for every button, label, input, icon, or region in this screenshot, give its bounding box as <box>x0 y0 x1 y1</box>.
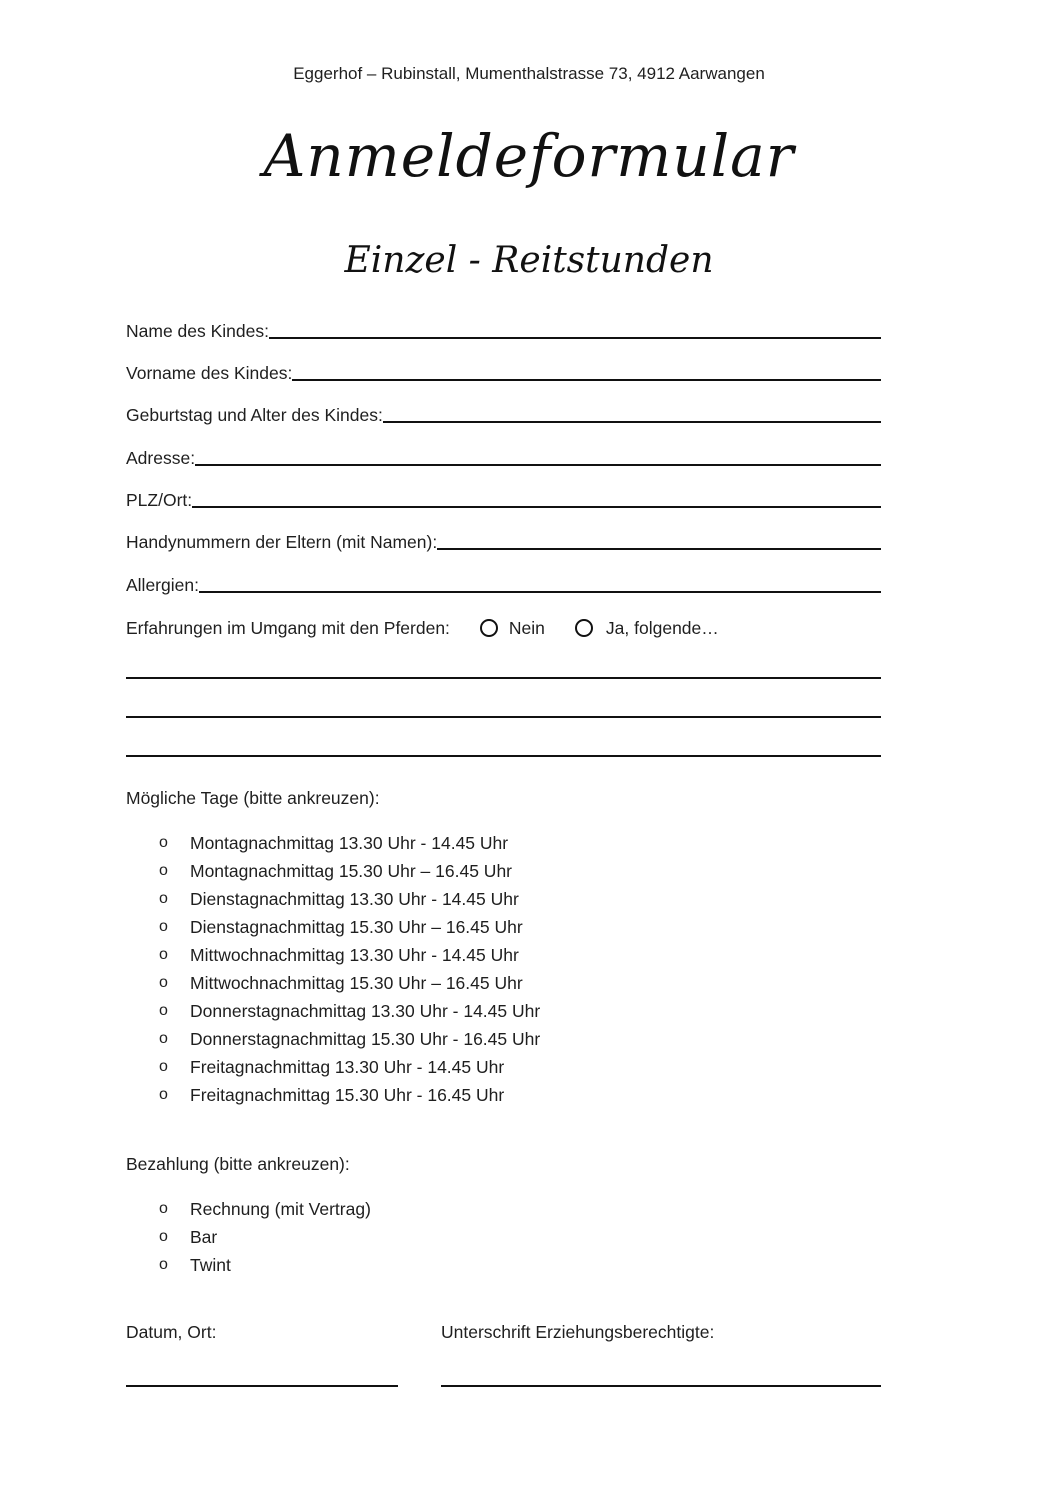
date-place-label: Datum, Ort: <box>126 1322 217 1342</box>
checkbox-bullet[interactable]: o <box>159 1256 168 1273</box>
payment-option-label: Bar <box>190 1226 218 1247</box>
day-option[interactable] <box>126 1025 540 1053</box>
day-option[interactable] <box>126 1053 540 1081</box>
allergies-field[interactable] <box>126 570 881 596</box>
checkbox-bullet[interactable]: o <box>159 890 168 907</box>
fill-line[interactable] <box>199 573 881 593</box>
day-option-label: Dienstagnachmittag 15.30 Uhr – 16.45 Uhr <box>190 916 523 937</box>
checkbox-bullet[interactable]: o <box>159 1228 168 1245</box>
fill-line[interactable] <box>437 530 881 550</box>
field-label: Name des Kindes: <box>126 321 269 341</box>
day-option-label: Freitagnachmittag 15.30 Uhr - 16.45 Uhr <box>190 1084 505 1105</box>
experience-line-1[interactable] <box>126 677 881 679</box>
signature-line[interactable] <box>441 1385 881 1387</box>
experience-row <box>126 614 881 642</box>
day-option[interactable] <box>126 829 540 857</box>
fill-line[interactable] <box>192 488 881 508</box>
days-list <box>126 829 540 1109</box>
checkbox-bullet[interactable]: o <box>159 1058 168 1075</box>
day-option[interactable] <box>126 857 540 885</box>
checkbox-bullet[interactable]: o <box>159 1030 168 1047</box>
signature-label: Unterschrift Erziehungsberechtigte: <box>441 1322 715 1342</box>
fill-line[interactable] <box>383 403 881 423</box>
zip-city-field[interactable] <box>126 485 881 511</box>
field-label: Vorname des Kindes: <box>126 363 293 383</box>
day-option-label: Montagnachmittag 13.30 Uhr - 14.45 Uhr <box>190 832 509 853</box>
fill-line[interactable] <box>195 446 881 466</box>
parent-phone-field[interactable] <box>126 527 881 553</box>
day-option-label: Donnerstagnachmittag 13.30 Uhr - 14.45 Uhr <box>190 1000 541 1021</box>
days-heading: Mögliche Tage (bitte ankreuzen): <box>126 788 380 808</box>
day-option-label: Dienstagnachmittag 13.30 Uhr - 14.45 Uhr <box>190 888 519 909</box>
experience-line-2[interactable] <box>126 716 881 718</box>
radio-yes-label: Ja, folgende… <box>605 617 719 638</box>
day-option-label: Montagnachmittag 15.30 Uhr – 16.45 Uhr <box>190 860 512 881</box>
form-subtitle: Einzel - Reitstunden <box>344 240 714 281</box>
experience-line-3[interactable] <box>126 755 881 757</box>
radio-no-label: Nein <box>508 617 545 638</box>
checkbox-bullet[interactable]: o <box>159 1200 168 1217</box>
payment-option[interactable] <box>126 1251 371 1279</box>
checkbox-bullet[interactable]: o <box>159 974 168 991</box>
checkbox-bullet[interactable]: o <box>159 946 168 963</box>
form-title: Anmeldeformular <box>263 122 795 190</box>
date-place-line[interactable] <box>126 1385 398 1387</box>
checkbox-bullet[interactable]: o <box>159 1086 168 1103</box>
child-firstname-field[interactable] <box>126 358 881 384</box>
day-option[interactable] <box>126 1081 540 1109</box>
payment-heading: Bezahlung (bitte ankreuzen): <box>126 1154 350 1174</box>
day-option-label: Mittwochnachmittag 15.30 Uhr – 16.45 Uhr <box>190 972 523 993</box>
fill-line[interactable] <box>269 319 881 339</box>
address-header: Eggerhof – Rubinstall, Mumenthalstrasse 73, 4912 Aarwangen <box>293 64 765 83</box>
day-option[interactable] <box>126 913 540 941</box>
day-option[interactable] <box>126 941 540 969</box>
field-label: Geburtstag und Alter des Kindes: <box>126 405 383 425</box>
day-option[interactable] <box>126 885 540 913</box>
payment-option[interactable] <box>126 1195 371 1223</box>
checkbox-bullet[interactable]: o <box>159 1002 168 1019</box>
payment-option-label: Rechnung (mit Vertrag) <box>190 1198 371 1219</box>
day-option[interactable] <box>126 997 540 1025</box>
field-label: Allergien: <box>126 575 199 595</box>
payment-option-label: Twint <box>190 1254 231 1275</box>
payment-list <box>126 1195 371 1279</box>
day-option-label: Freitagnachmittag 13.30 Uhr - 14.45 Uhr <box>190 1056 505 1077</box>
child-lastname-field[interactable] <box>126 316 881 342</box>
checkbox-bullet[interactable]: o <box>159 862 168 879</box>
field-label: PLZ/Ort: <box>126 490 193 510</box>
address-field[interactable] <box>126 443 881 469</box>
day-option-label: Mittwochnachmittag 13.30 Uhr - 14.45 Uhr <box>190 944 519 965</box>
checkbox-bullet[interactable]: o <box>159 918 168 935</box>
birthday-age-field[interactable] <box>126 400 881 426</box>
payment-option[interactable] <box>126 1223 371 1251</box>
day-option[interactable] <box>126 969 540 997</box>
field-label: Handynummern der Eltern (mit Namen): <box>126 532 438 552</box>
experience-label: Erfahrungen im Umgang mit den Pferden: <box>126 617 450 638</box>
radio-no[interactable] <box>480 619 498 637</box>
radio-yes[interactable] <box>575 619 593 637</box>
field-label: Adresse: <box>126 448 196 468</box>
fill-line[interactable] <box>292 361 881 381</box>
day-option-label: Donnerstagnachmittag 15.30 Uhr - 16.45 Uhr <box>190 1028 541 1049</box>
checkbox-bullet[interactable]: o <box>159 834 168 851</box>
